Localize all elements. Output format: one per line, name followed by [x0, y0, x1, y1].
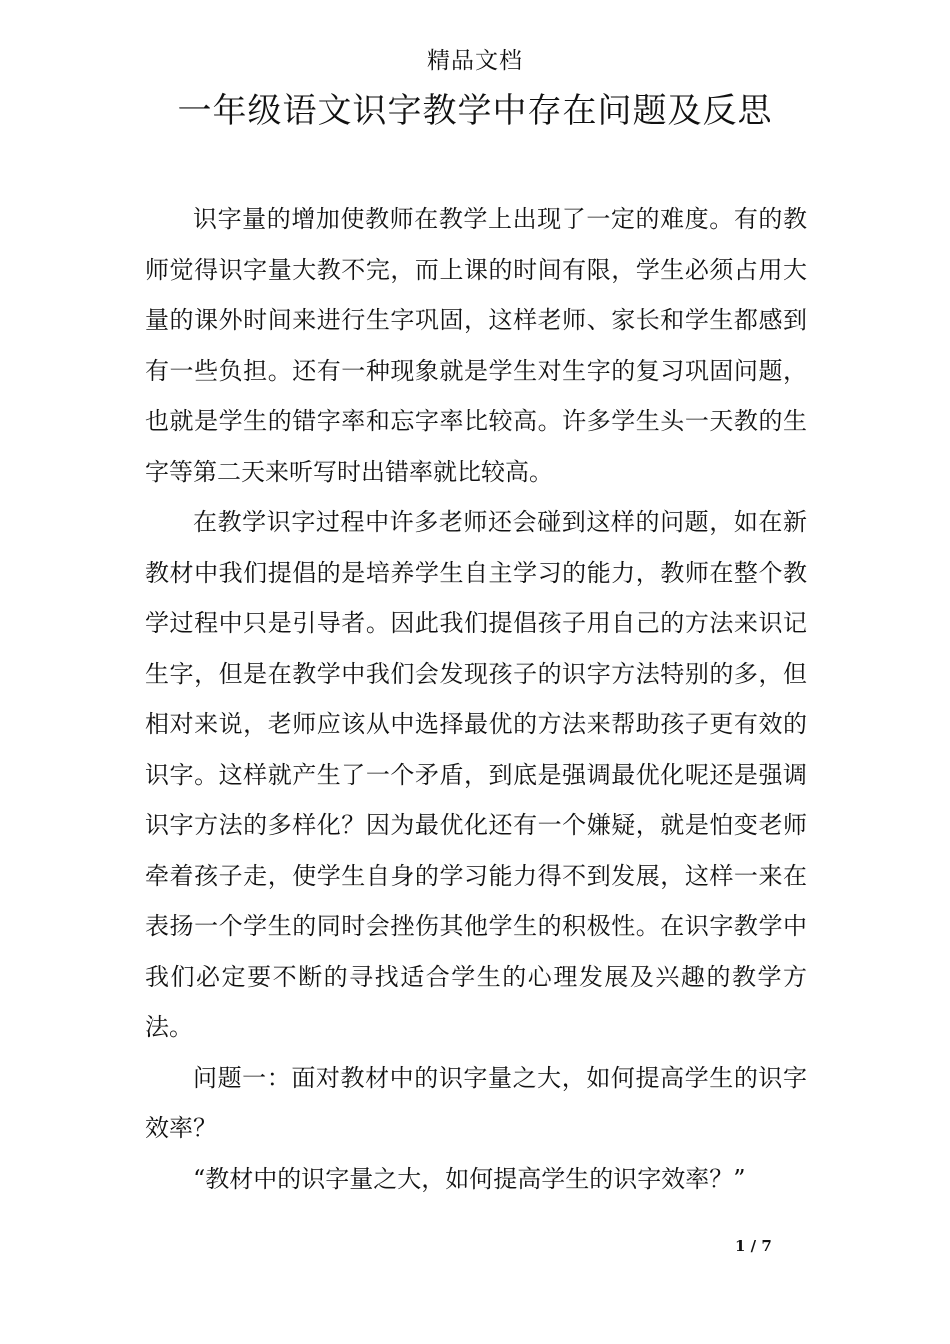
document-body: [145, 194, 807, 1204]
document-title: 一年级语文识字教学中存在问题及反思: [177, 91, 773, 131]
quote-line: “教材中的识字量之大，如何提高学生的识字效率？”: [193, 1164, 746, 1193]
paragraph-1: 识字量的增加使教师在教学上出现了一定的难度。有的教师觉得识字量大教不完，而上课的时间有限，学生必须占用大量的课外时间来进行生字巩固，这样老师、家长和学生都感到有一些负担。还有一种现象就是学生对生字的复习巩固问题，也就是学生的错字率和忘字率比较高。许多学生头一天教的生字等第二天来听写时出错率就比较高。: [145, 205, 807, 486]
page-number: 1 / 7: [735, 1237, 772, 1255]
paragraph-3: 问题一：面对教材中的识字量之大，如何提高学生的识字效率？: [145, 1063, 807, 1142]
header-label: 精品文档: [427, 48, 523, 74]
paragraph-2: 在教学识字过程中许多老师还会碰到这样的问题，如在新教材中我们提倡的是培养学生自主学习的能力，教师在整个教学过程中只是引导者。因此我们提倡孩子用自己的方法来识记生字，但是在教学中我们会发现孩子的识字方法特别的多，但相对来说，老师应该从中选择最优的方法来帮助孩子更有效的识字。这样就产生了一个矛盾，到底是强调最优化呢还是强调识字方法的多样化？因为最优化还有一个嫌疑，就是怕变老师牵着孩子走，使学生自身的学习能力得不到发展，这样一来在表扬一个学生的同时会挫伤其他学生的积极性。在识字教学中我们必定要不断的寻找适合学生的心理发展及兴趣的教学方法。: [145, 508, 807, 1041]
